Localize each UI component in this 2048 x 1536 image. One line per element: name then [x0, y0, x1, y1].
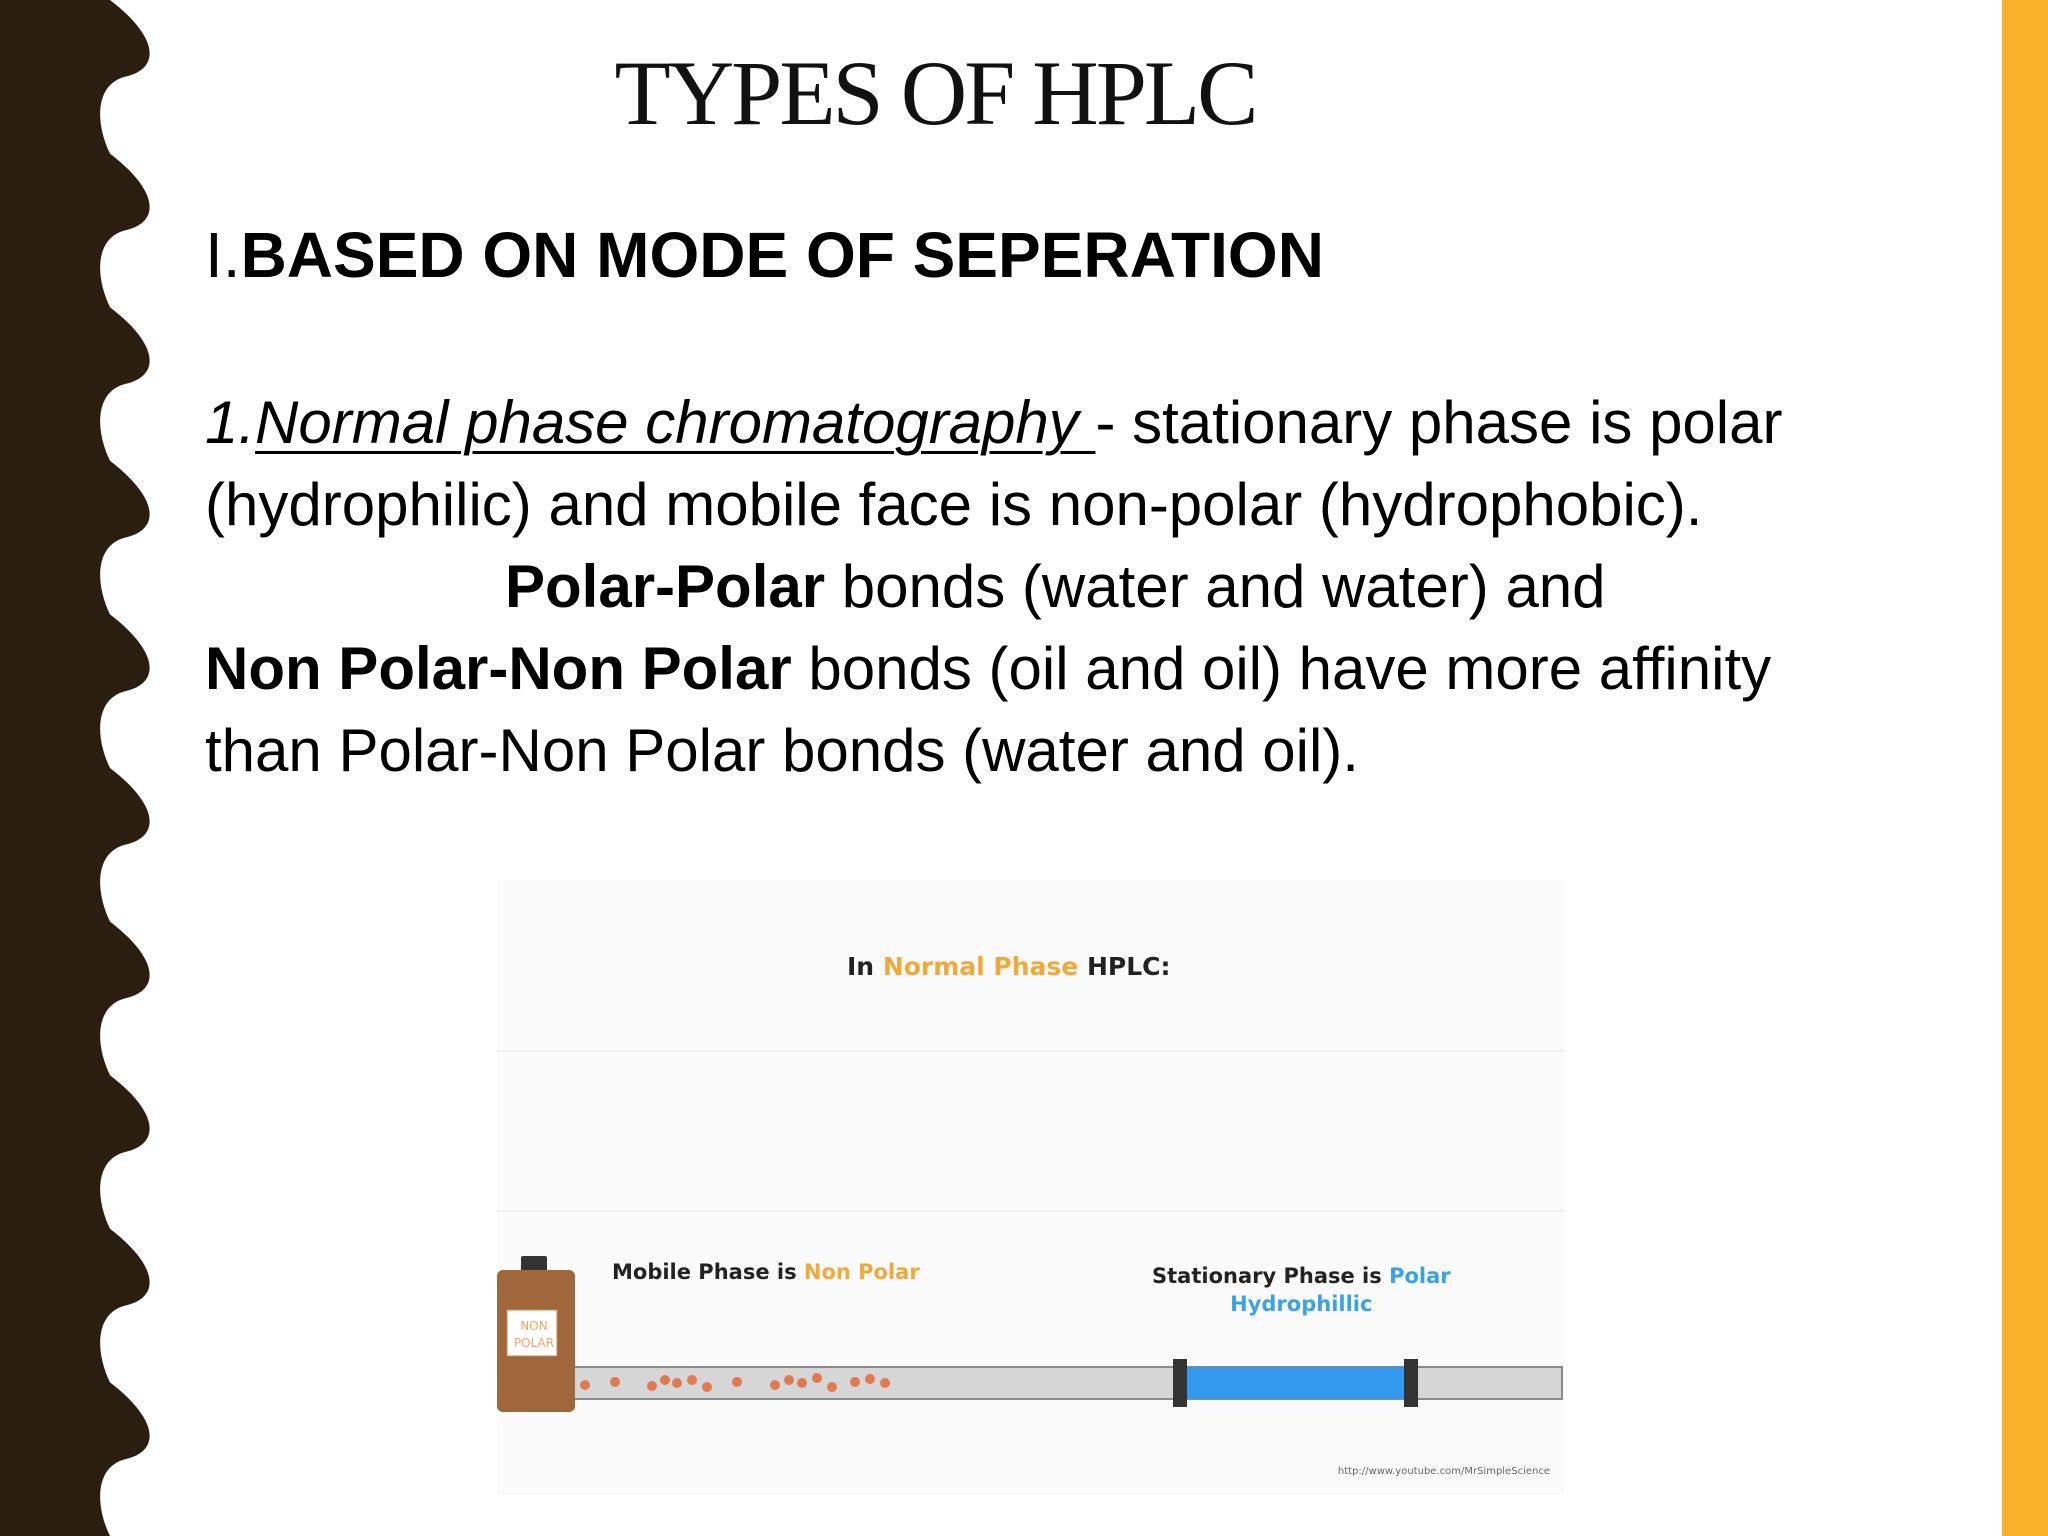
analyte-particle	[812, 1373, 822, 1383]
column-fitting-right	[1404, 1359, 1418, 1407]
analyte-particle	[647, 1381, 657, 1391]
analyte-particle	[770, 1380, 780, 1390]
bottle-cap	[521, 1256, 547, 1272]
bottle-label-line2: POLAR	[513, 1336, 555, 1350]
paragraph-affinity-line2	[205, 628, 1865, 792]
stationary-phase-column	[1185, 1367, 1410, 1399]
section-heading	[205, 218, 1324, 292]
mobile-phase-prefix: Mobile Phase is	[612, 1260, 804, 1284]
analyte-particle	[850, 1377, 860, 1387]
paragraph-affinity-line1	[205, 546, 1865, 628]
heading-text: BASED ON MODE OF SEPERATION	[240, 219, 1324, 291]
item-number: 1.	[205, 389, 256, 456]
heading-numeral: I.	[205, 219, 241, 291]
stationary-phase-prefix: Stationary Phase is	[1152, 1264, 1390, 1288]
paragraph-normal-phase	[205, 382, 1865, 546]
bottle-label	[511, 1318, 557, 1352]
body-text	[205, 382, 1865, 792]
analyte-particle	[672, 1378, 682, 1388]
stationary-phase-highlight: Polar	[1389, 1264, 1451, 1288]
analyte-particle	[732, 1377, 742, 1387]
column-fitting-left	[1173, 1359, 1187, 1407]
normal-phase-term: Normal phase chromatography	[255, 389, 1096, 456]
analyte-particle	[865, 1374, 875, 1384]
analyte-particle	[660, 1375, 670, 1385]
stationary-phase-line2: Hydrophillic	[1230, 1292, 1373, 1316]
analyte-particle	[880, 1378, 890, 1388]
normal-phase-diagram	[497, 880, 1564, 1495]
nonpolar-term: Non Polar-Non Polar	[205, 635, 792, 702]
analyte-particle	[702, 1382, 712, 1392]
analyte-particle	[797, 1378, 807, 1388]
analyte-particle	[580, 1380, 590, 1390]
mobile-phase-highlight: Non Polar	[803, 1260, 920, 1284]
image-credit: http://www.youtube.com/MrSimpleScience	[1337, 1466, 1550, 1477]
stationary-phase-label	[1152, 1262, 1451, 1318]
normal-phase-definition: - stationary phase is polar (hydrophilic) and mobile face is non-polar (hydrophobic).	[205, 389, 1783, 538]
affinity-text-1: bonds (water and water) and	[825, 553, 1606, 620]
analyte-particle	[687, 1375, 697, 1385]
analyte-particle	[610, 1377, 620, 1387]
polar-polar-term: Polar-Polar	[505, 553, 826, 620]
analyte-particle	[827, 1382, 837, 1392]
diagram-title	[847, 952, 1171, 981]
mobile-phase-label	[612, 1260, 920, 1284]
diagram-title-prefix: In	[847, 952, 883, 981]
bottle-label-line1: NON	[520, 1319, 548, 1333]
slide-title: TYPES OF HPLC	[614, 42, 1256, 144]
diagram-title-suffix: HPLC:	[1078, 952, 1171, 981]
diagram-title-highlight: Normal Phase	[882, 952, 1079, 981]
left-wavy-border	[0, 0, 160, 1536]
right-accent-bar	[2002, 0, 2048, 1536]
analyte-particle	[784, 1375, 794, 1385]
affinity-text-2: bonds (oil and oil) have more affinity than Polar-Non Polar bonds (water and oil).	[205, 635, 1772, 784]
